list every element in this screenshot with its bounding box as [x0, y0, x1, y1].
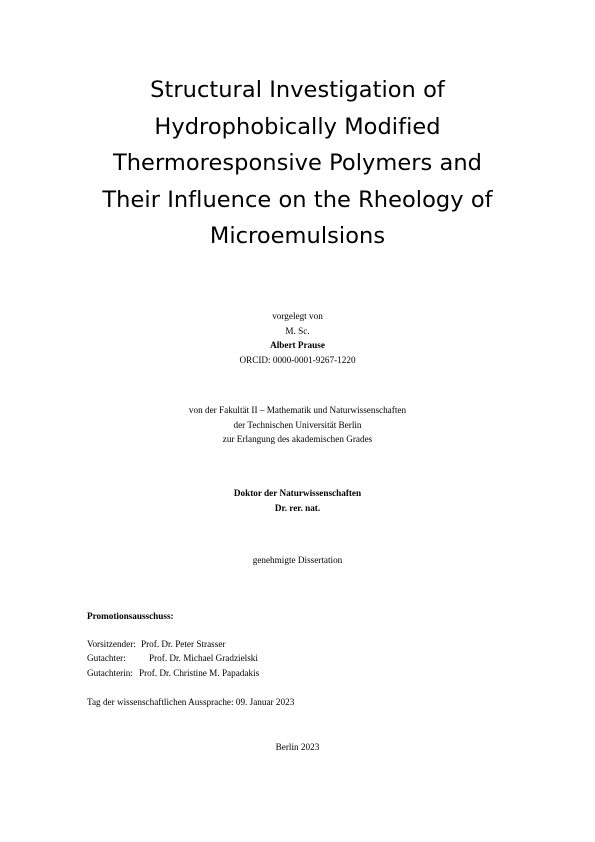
committee-member-name: Prof. Dr. Peter Strasser [141, 638, 226, 649]
title-line-1: Structural Investigation of [150, 77, 445, 103]
committee-role: Vorsitzender: [87, 638, 136, 649]
approval-line [0, 553, 595, 568]
title-line-2: Hydrophobically Modified [154, 113, 441, 140]
defense-date: Tag der wissenschaftlichen Aussprache: 09. Januar 2023 [87, 697, 295, 707]
degree-abbreviation: Dr. rer. nat. [274, 502, 321, 513]
approval-text: genehmigte Dissertation [252, 555, 343, 565]
author-name: Albert Prause [270, 340, 325, 350]
committee-role: Gutachterin: [87, 667, 133, 678]
author-block [0, 309, 595, 367]
committee-spacer [87, 624, 259, 637]
title-line-5: Microemulsions [209, 223, 386, 249]
author-orcid: ORCID: 0000-0001-9267-1220 [239, 354, 356, 365]
thesis-title [0, 72, 595, 255]
committee-member-name: Prof. Dr. Christine M. Papadakis [139, 667, 260, 678]
university-line: der Technischen Universität Berlin [233, 419, 362, 430]
faculty-block [0, 403, 595, 447]
place-year: Berlin 2023 [275, 742, 320, 752]
purpose-line: zur Erlangung des akademischen Grades [222, 434, 373, 444]
place-year-line [0, 740, 595, 755]
committee-member-chair [87, 637, 259, 652]
faculty-line: von der Fakultät II – Mathematik und Naturwissenschaften [188, 405, 407, 415]
author-degree: M. Sc. [285, 325, 310, 336]
degree-block [0, 486, 595, 515]
committee-heading: Promotionsausschuss: [87, 611, 174, 621]
committee-block [87, 609, 259, 680]
committee-member-name: Prof. Dr. Michael Gradzielski [149, 653, 258, 663]
degree-full: Doktor der Naturwissenschaften [233, 488, 362, 498]
presented-by-label: vorgelegt von [272, 311, 323, 321]
committee-member-reviewer-1 [87, 651, 259, 666]
title-line-3: Thermoresponsive Polymers and [112, 150, 483, 176]
title-line-4: Their Influence on the Rheology of [102, 186, 493, 213]
defense-date-line [87, 695, 294, 710]
committee-role: Gutachter: [87, 653, 126, 663]
committee-member-reviewer-2 [87, 666, 259, 681]
